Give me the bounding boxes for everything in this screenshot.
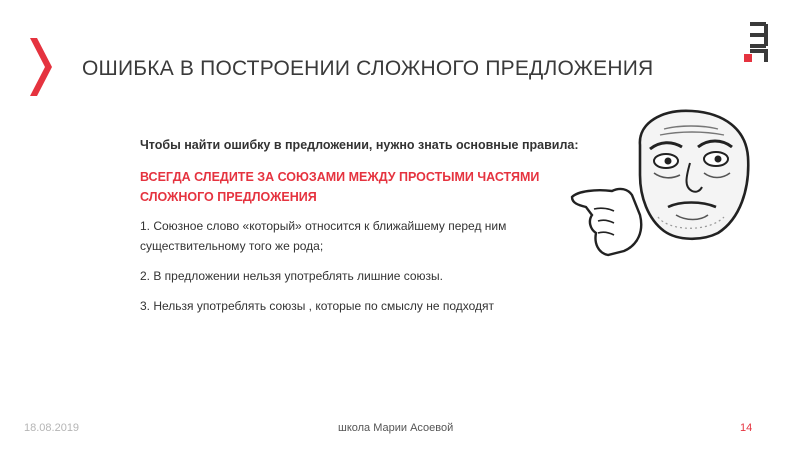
- page-title: ОШИБКА В ПОСТРОЕНИИ СЛОЖНОГО ПРЕДЛОЖЕНИЯ: [82, 57, 654, 80]
- lead-text: Чтобы найти ошибку в предложении, нужно знать основные правила:: [140, 138, 579, 152]
- rule-item-1: 1. Союзное слово «который» относится к ближайшему перед ним существительному того же рода;: [140, 219, 507, 253]
- ege-logo: [742, 20, 772, 66]
- footer-date: 18.08.2019: [24, 422, 80, 434]
- meme-face-illustration: [568, 105, 768, 265]
- rule-highlight: ВСЕГДА СЛЕДИТЕ ЗА СОЮЗАМИ МЕЖДУ ПРОСТЫМИ ЧАСТЯМИ СЛОЖНОГО ПРЕДЛОЖЕНИЯ: [140, 170, 540, 204]
- chevron-right-icon: [30, 38, 52, 96]
- rule-item-3: 3. Нельзя употреблять союзы , которые по смыслу не подходят: [140, 299, 495, 313]
- content-block: [140, 138, 580, 326]
- rule-item-2: 2. В предложении нельзя употреблять лишние союзы.: [140, 269, 443, 283]
- footer-school: школа Марии Асоевой: [338, 422, 454, 434]
- page-number: 14: [740, 422, 753, 434]
